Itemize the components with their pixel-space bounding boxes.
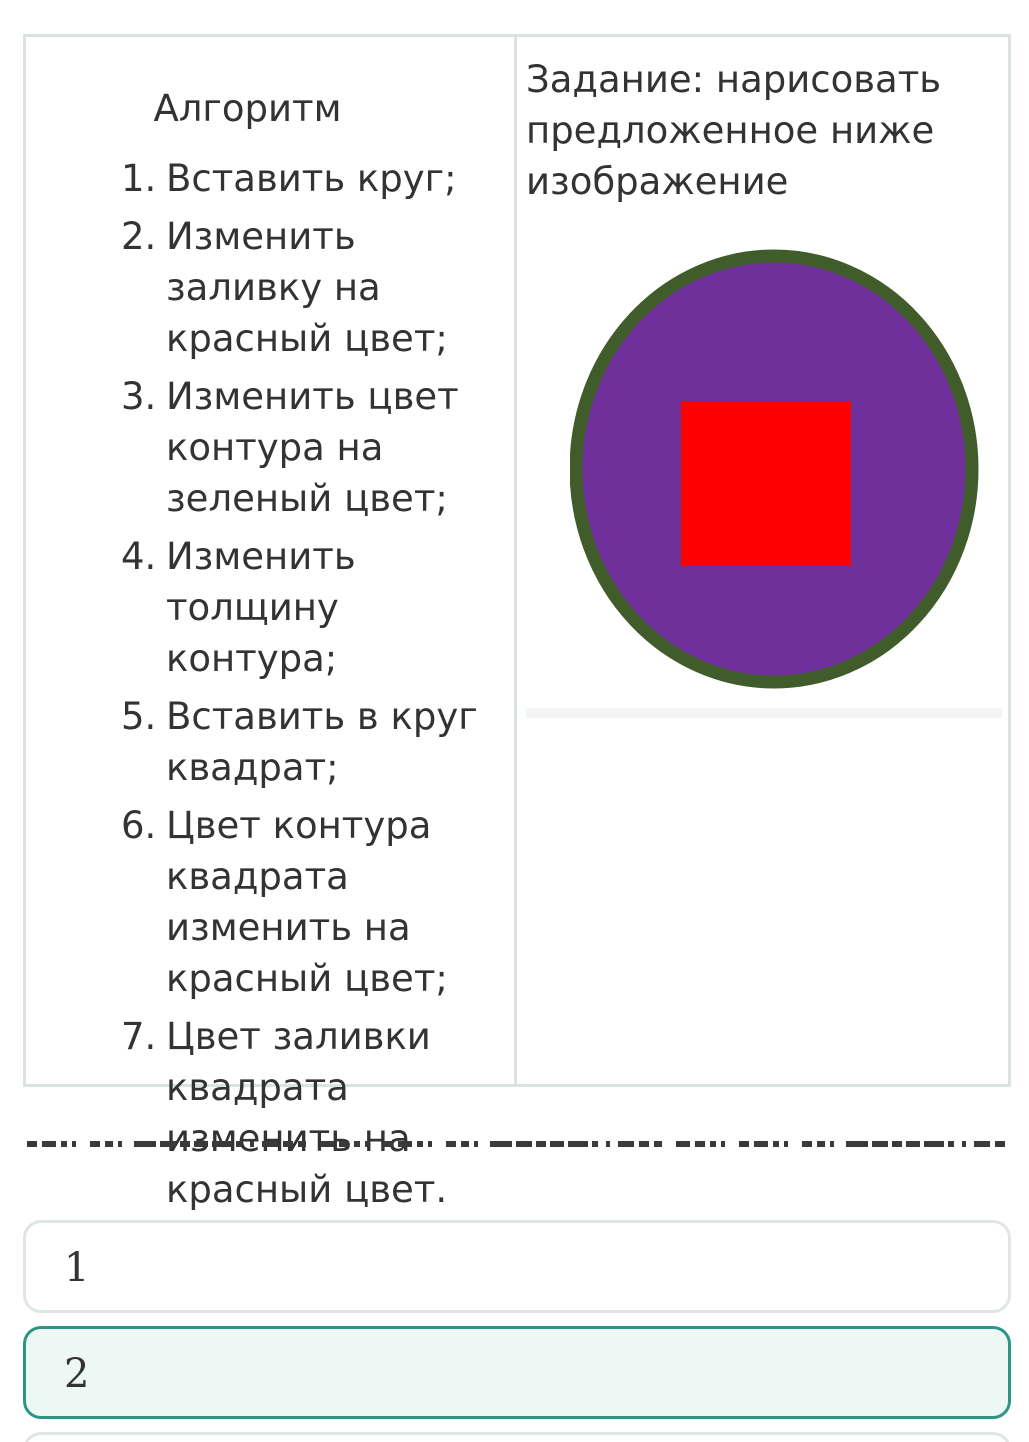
step-text: Цвет заливки квадрата изменить на красный цвет. (166, 1015, 448, 1211)
answer-option-label: 2 (64, 1351, 90, 1397)
algorithm-step (121, 800, 517, 1004)
step-number: 3. (121, 375, 157, 418)
algorithm-step (121, 371, 517, 524)
assignment-text: Задание: нарисовать предложенное ниже изображение (526, 58, 942, 203)
algorithm-title: Алгоритм (153, 87, 342, 130)
step-number: 7. (121, 1015, 157, 1058)
step-text: Изменить толщину контура; (166, 535, 356, 680)
assignment-column (517, 37, 1008, 1084)
algorithm-column (26, 37, 517, 1211)
step-number: 1. (121, 157, 157, 200)
step-number: 5. (121, 695, 157, 738)
step-text: Вставить в круг квадрат; (166, 695, 478, 789)
algorithm-step (121, 1011, 517, 1215)
answer-option-1[interactable] (23, 1220, 1011, 1313)
answer-option-3[interactable] (23, 1432, 1011, 1442)
figure-divider (526, 708, 1002, 718)
dashed-separator (27, 1139, 1009, 1150)
figure-square (681, 401, 851, 566)
target-figure (570, 249, 980, 691)
step-text: Изменить цвет контура на зеленый цвет; (166, 375, 459, 520)
step-number: 2. (121, 215, 157, 258)
step-text: Цвет контура квадрата изменить на красный цвет; (166, 804, 448, 1000)
step-number: 6. (121, 804, 157, 847)
algorithm-step (121, 211, 517, 364)
algorithm-step (121, 153, 517, 204)
step-number: 4. (121, 535, 157, 578)
algorithm-step (121, 531, 517, 684)
answer-option-label: 1 (64, 1245, 90, 1291)
answer-option-2[interactable] (23, 1326, 1011, 1419)
task-table (23, 34, 1011, 1211)
algorithm-steps (121, 153, 517, 1222)
step-text: Вставить круг; (166, 157, 457, 200)
algorithm-step (121, 691, 517, 793)
step-text: Изменить заливку на красный цвет; (166, 215, 448, 360)
